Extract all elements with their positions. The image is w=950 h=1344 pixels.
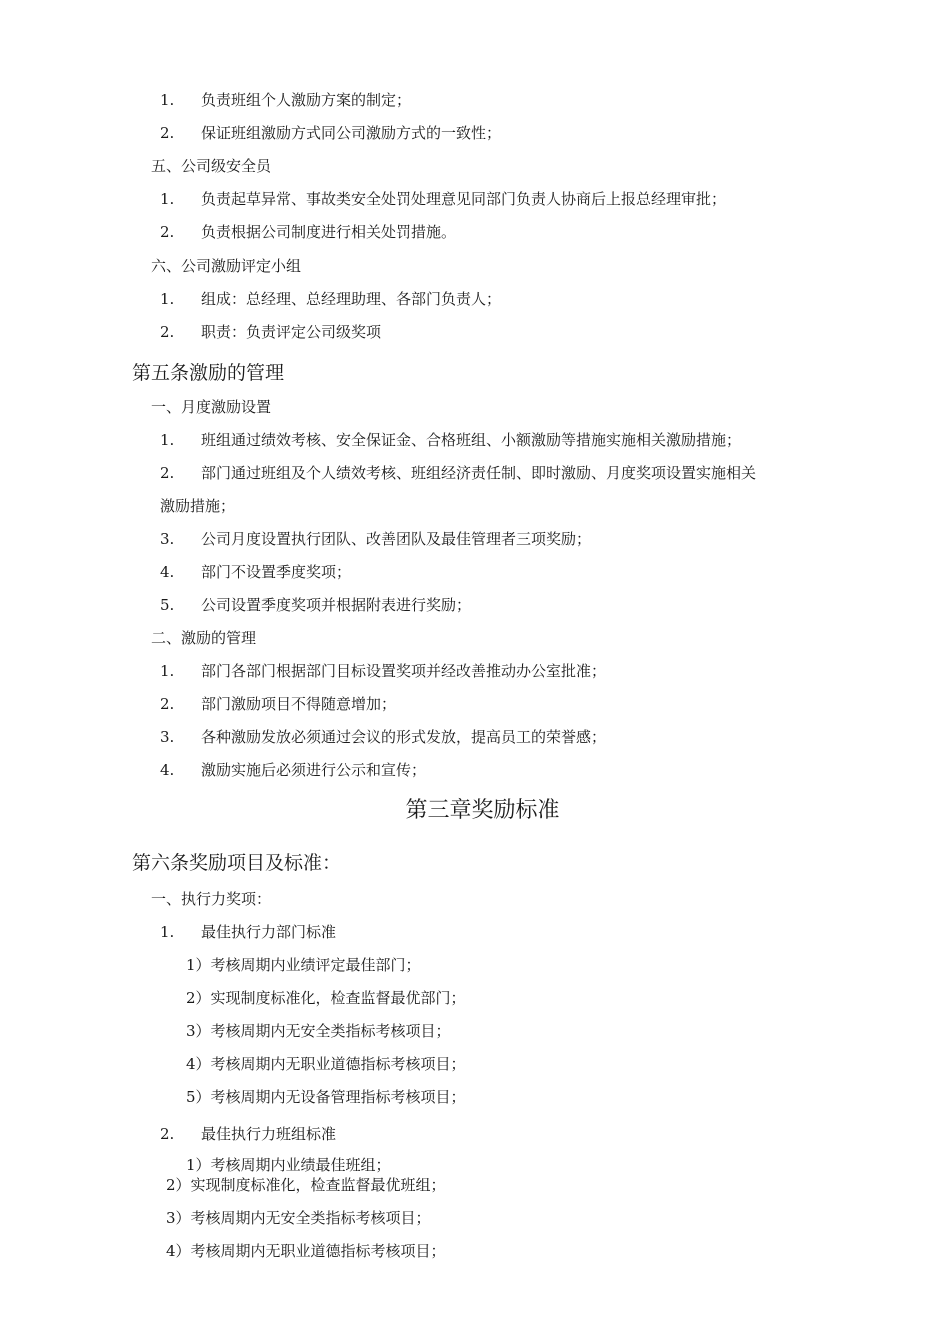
list-item: 公司月度设置执行团队、改善团队及最佳管理者三项奖励； xyxy=(201,530,592,548)
list-number: 2. xyxy=(160,323,175,341)
list-item: 部门各部门根据部门目标设置奖项并经改善推动办公室批准； xyxy=(201,662,607,680)
list-item: 组成：总经理、总经理助理、各部门负责人； xyxy=(201,290,502,308)
sub-item: 1）考核周期内业绩最佳班组； xyxy=(186,1156,391,1174)
sub-item: 3）考核周期内无安全类指标考核项目； xyxy=(166,1209,431,1227)
list-item: 最佳执行力部门标准 xyxy=(201,923,337,941)
list-item: 部门激励项目不得随意增加； xyxy=(201,695,397,713)
sub-item: 1）考核周期内业绩评定最佳部门； xyxy=(186,956,421,974)
list-item: 激励实施后必须进行公示和宣传； xyxy=(201,761,427,779)
list-number: 1. xyxy=(160,91,175,109)
list-item: 部门不设置季度奖项； xyxy=(201,563,352,581)
section-heading: 二、激励的管理 xyxy=(151,629,257,647)
section-heading: 六、公司激励评定小组 xyxy=(151,257,302,275)
section-heading: 一、月度激励设置 xyxy=(151,398,272,416)
list-number: 2. xyxy=(160,1125,175,1143)
list-item: 负责根据公司制度进行相关处罚措施。 xyxy=(201,223,457,241)
list-number: 3. xyxy=(160,728,175,746)
list-item: 班组通过绩效考核、安全保证金、合格班组、小额激励等措施实施相关激励措施； xyxy=(201,431,742,449)
list-item-continuation: 激励措施； xyxy=(160,497,236,515)
list-number: 5. xyxy=(160,596,175,614)
list-item: 职责：负责评定公司级奖项 xyxy=(201,323,382,341)
chapter-title: 第三章奖励标准 xyxy=(405,798,560,823)
list-item: 负责起草异常、事故类安全处罚处理意见同部门负责人协商后上报总经理审批； xyxy=(201,190,727,208)
list-number: 1. xyxy=(160,290,175,308)
list-number: 2. xyxy=(160,464,175,482)
sub-item: 2）实现制度标准化，检查监督最优部门； xyxy=(186,989,466,1007)
sub-item: 2）实现制度标准化，检查监督最优班组； xyxy=(166,1176,446,1194)
section-heading: 五、公司级安全员 xyxy=(151,157,272,175)
article-heading: 第五条激励的管理 xyxy=(132,362,285,384)
sub-item: 5）考核周期内无设备管理指标考核项目； xyxy=(186,1088,466,1106)
list-item: 部门通过班组及个人绩效考核、班组经济责任制、即时激励、月度奖项设置实施相关 xyxy=(201,464,757,482)
list-number: 1. xyxy=(160,431,175,449)
list-number: 2. xyxy=(160,124,175,142)
list-number: 4. xyxy=(160,761,175,779)
list-item: 各种激励发放必须通过会议的形式发放，提高员工的荣誉感； xyxy=(201,728,607,746)
list-item: 最佳执行力班组标准 xyxy=(201,1125,337,1143)
list-number: 4. xyxy=(160,563,175,581)
list-number: 1. xyxy=(160,923,175,941)
sub-item: 4）考核周期内无职业道德指标考核项目； xyxy=(186,1055,466,1073)
list-number: 3. xyxy=(160,530,175,548)
list-item: 公司设置季度奖项并根据附表进行奖励； xyxy=(201,596,472,614)
list-number: 1. xyxy=(160,662,175,680)
list-number: 2. xyxy=(160,695,175,713)
list-number: 1. xyxy=(160,190,175,208)
section-heading: 一、执行力奖项： xyxy=(151,890,272,908)
list-item: 负责班组个人激励方案的制定； xyxy=(201,91,412,109)
article-heading: 第六条奖励项目及标准： xyxy=(132,852,342,874)
sub-item: 4）考核周期内无职业道德指标考核项目； xyxy=(166,1242,446,1260)
sub-item: 3）考核周期内无安全类指标考核项目； xyxy=(186,1022,451,1040)
list-item: 保证班组激励方式同公司激励方式的一致性； xyxy=(201,124,502,142)
list-number: 2. xyxy=(160,223,175,241)
